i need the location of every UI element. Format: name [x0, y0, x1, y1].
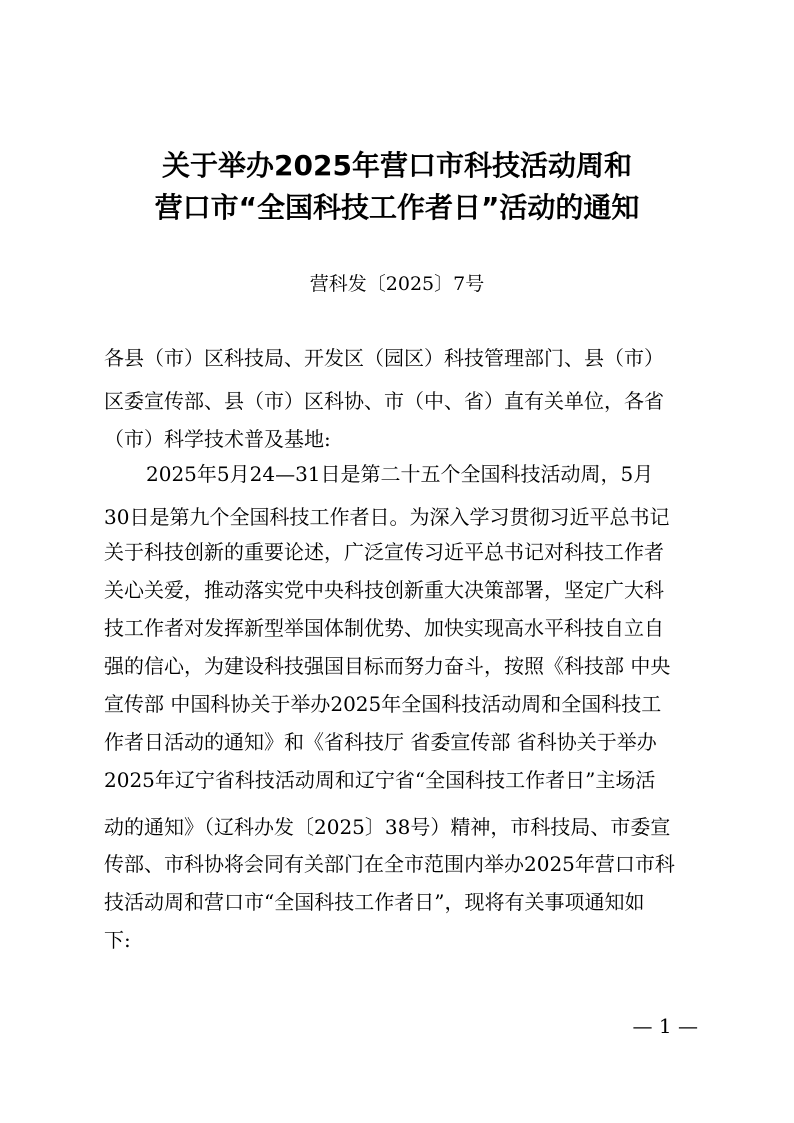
- document-number: 营科发〔2025〕7号: [309, 273, 485, 295]
- body-line: 宣传部 中国科协关于举办2025年全国科技活动周和全国科技工: [104, 692, 662, 716]
- body-line: 技活动周和营口市“全国科技工作者日”，现将有关事项通知如: [104, 890, 645, 914]
- body-line: 动的通知》（辽科办发〔2025〕38号）精神，市科技局、市委宣: [104, 815, 671, 839]
- body-line: 作者日活动的通知》和《省科技厅 省委宣传部 省科协关于举办: [104, 730, 657, 754]
- body-line: 关于科技创新的重要论述，广泛宣传习近平总书记对科技工作者: [104, 540, 664, 564]
- document-title-line-1: 关于举办2025年营口市科技活动周和: [162, 149, 632, 182]
- body-line: 传部、市科协将会同有关部门在全市范围内举办2025年营口市科: [104, 852, 675, 876]
- body-line: 关心关爱，推动落实党中央科技创新重大决策部署，坚定广大科: [104, 578, 664, 602]
- body-line: 2025年5月24—31日是第二十五个全国科技活动周，5月: [146, 462, 654, 486]
- addressee-line: 区委宣传部、县（市）区科协、市（中、省）直有关单位，各省: [104, 389, 664, 413]
- addressee-line: （市）科学技术普及基地:: [104, 427, 331, 451]
- body-line: 2025年辽宁省科技活动周和辽宁省“全国科技工作者日”主场活: [104, 768, 656, 792]
- body-line: 下:: [104, 928, 131, 952]
- body-line: 30日是第九个全国科技工作者日。为深入学习贯彻习近平总书记: [104, 505, 670, 529]
- addressee-line: 各县（市）区科技局、开发区（园区）科技管理部门、县（市）: [104, 346, 664, 370]
- document-title-line-2: 营口市“全国科技工作者日”活动的通知: [154, 191, 640, 224]
- body-line: 技工作者对发挥新型举国体制优势、加快实现高水平科技自立自: [104, 616, 664, 640]
- page-number: — 1 —: [632, 1014, 698, 1038]
- body-line: 强的信心，为建设科技强国目标而努力奋斗，按照《科技部 中央: [104, 654, 671, 678]
